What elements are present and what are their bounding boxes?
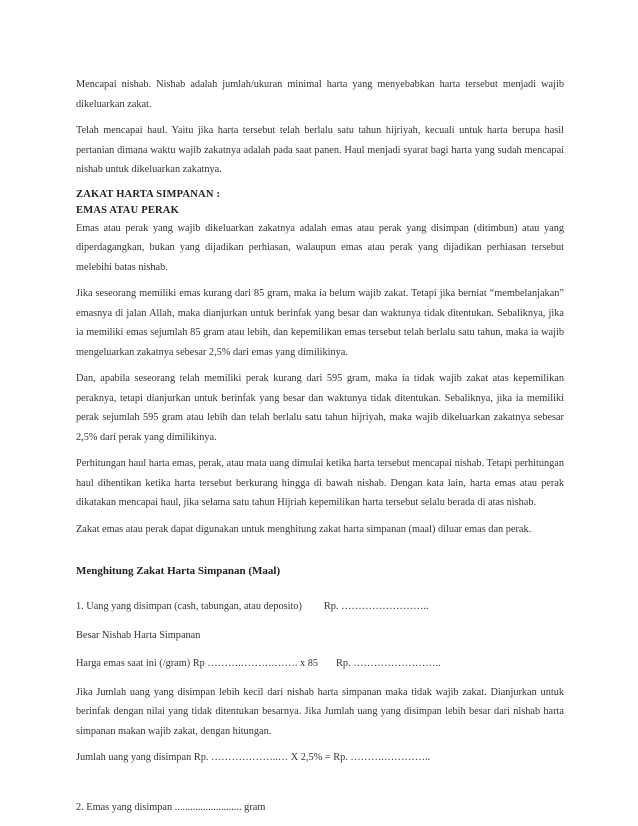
calc-uang-label: 1. Uang yang disimpan (cash, tabungan, atau deposito)	[76, 601, 302, 612]
calc-emas-disimpan: 2. Emas yang disimpan .......................... gram	[76, 801, 266, 813]
paragraph-emas-perak: Emas atau perak yang wajib dikeluarkan zakatnya adalah emas atau perak yang disimpan (ditimbun) atau yang diperdagangkan, bukan yang dijadikan perhiasan, walaupun emas atau perak yang dijadikan perhiasan tersebut melebihi batas nishab.	[76, 222, 564, 273]
paragraph-haul: Telah mencapai haul. Yaitu jika harta tersebut telah berlalu satu tahun hijriyah, kecuali untuk harta berupa hasil pertanian dimana waktu wajib zakatnya adalah pada saat panen. Haul menjadi syarat bagi harta yang sudah mencapai nishab untuk dikeluarkan zakatnya.	[76, 125, 564, 175]
document-body	[76, 75, 564, 826]
calc-jumlah-zakat: Jumlah uang yang disimpan Rp. ………………..… X 2,5% = Rp. ……….…………..	[76, 752, 431, 763]
paragraph-zakat-maal: Zakat emas atau perak dapat digunakan untuk menghitung zakat harta simpanan (maal) diluar emas dan perak.	[76, 523, 532, 535]
section-title-menghitung-zakat: Menghitung Zakat Harta Simpanan (Maal)	[76, 565, 281, 577]
calc-uang-value: Rp. ……………………..	[323, 601, 429, 612]
heading-emas-atau-perak: EMAS ATAU PERAK	[76, 204, 179, 216]
calc-harga-emas	[76, 654, 564, 674]
paragraph-nishab: Mencapai nishab. Nishab adalah jumlah/ukuran minimal harta yang menyebabkan harta tersebut menjadi wajib dikeluarkan zakat.	[76, 79, 564, 110]
nishab-label: Besar Nishab Harta Simpanan	[76, 629, 201, 641]
calc-uang-disimpan	[76, 597, 564, 617]
calc-harga-label: Harga emas saat ini (/gram) Rp ……….……….……. x 85	[76, 658, 319, 669]
paragraph-emas-85-gram: Jika seseorang memiliki emas kurang dari 85 gram, maka ia belum wajib zakat. Tetapi jika berniat “membelanjakan” emasnya di jalan Allah, maka dianjurkan untuk berinfak yang besar dan waktunya tidak ditentukan. Sebaliknya, jika ia memiliki emas sejumlah 85 gram atau lebih, dan kepemilikan emas tersebut telah berlalu satu tahun, maka ia wajib mengeluarkan zakatnya sebesar 2,5% dari emas yang dimilikinya.	[76, 288, 564, 358]
calc-harga-value: Rp. ……………………..	[336, 658, 441, 669]
paragraph-perhitungan-haul: Perhitungan haul harta emas, perak, atau mata uang dimulai ketika harta tersebut mencapai nishab. Tetapi perhitungan haul dihentikan ketika harta tersebut berkurang hingga di bawah nishab. Dengan kata lain, harta emas atau perak dikatakan mencapai haul, jika selama satu tahun Hijriah kepemilikan harta tersebut selalu berada di atas nishab.	[76, 458, 564, 508]
paragraph-perak-595-gram: Dan, apabila seseorang telah memiliki perak kurang dari 595 gram, maka ia tidak wajib zakat atas kepemilikan peraknya, tetapi dianjurkan untuk berinfak yang besar dan waktunya tidak ditentukan. Sebaliknya, jika ia memiliki perak sejumlah 595 gram atau lebih dan telah berlalu satu tahun hijriyah, maka wajib dikeluarkan zakatnya sebesar 2,5% dari perak yang dimilikinya.	[76, 373, 564, 443]
heading-zakat-harta-simpanan: ZAKAT HARTA SIMPANAN :	[76, 188, 221, 200]
paragraph-nishab-comparison: Jika Jumlah uang yang disimpan lebih kecil dari nishab harta simpanan maka tidak wajib zakat. Dianjurkan untuk berinfak dengan nilai yang tidak ditentukan besarnya. Jika Jumlah uang yang disimpan lebih besar dari nishab harta simpanan makan wajib zakat, dengan hitungan.	[76, 686, 564, 737]
